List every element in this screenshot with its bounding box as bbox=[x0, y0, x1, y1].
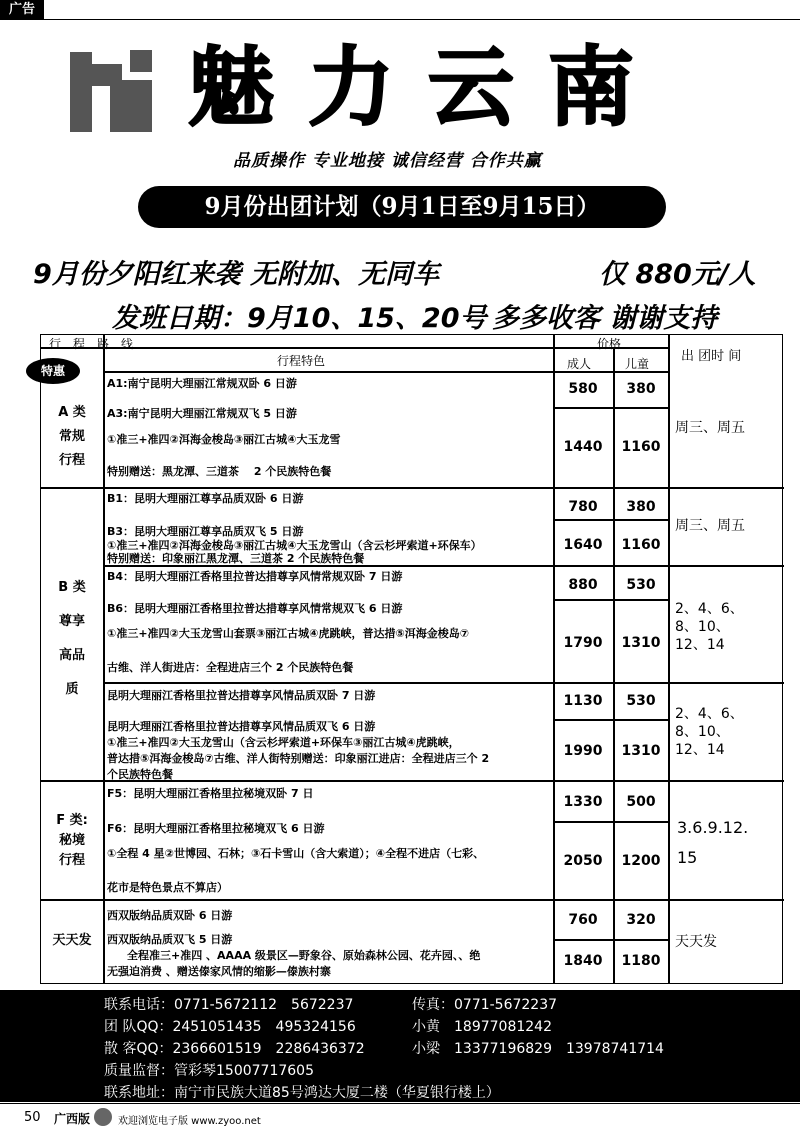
price-b1-adult: 780 bbox=[568, 499, 598, 515]
category-f: F 类: 秘境 行程 bbox=[56, 813, 88, 868]
price-t1-adult: 760 bbox=[568, 912, 598, 928]
contact-team-qq: 团 队QQ：2451051435 495324156 bbox=[104, 1019, 356, 1035]
promo-dates: 发班日期：9月10、15、20号 bbox=[112, 303, 487, 334]
category-b: B 类 尊享 高品 质 bbox=[58, 580, 86, 697]
price-b7-child: 530 bbox=[626, 693, 656, 709]
itinerary-table bbox=[40, 334, 783, 984]
price-f5-adult: 1330 bbox=[563, 794, 603, 810]
promo-thanks: 多多收客 谢谢支持 bbox=[492, 303, 718, 334]
price-b8-child: 1310 bbox=[621, 743, 661, 759]
route-b6-detail: ①准三+准四②大玉龙雪山套票③丽江古城④虎跳峡，普达措⑤洱海金梭岛⑦ bbox=[107, 627, 470, 640]
page-footer bbox=[0, 1106, 800, 1128]
price-b4-child: 530 bbox=[626, 577, 656, 593]
contact-xiaohuang: 小黄 18977081242 bbox=[412, 1019, 552, 1035]
special-offer-badge: 特惠 bbox=[26, 358, 80, 384]
price-a3-adult: 1440 bbox=[563, 439, 603, 455]
route-b4: B4：昆明大理丽江香格里拉普达措尊享风情常规双卧 7 日游 bbox=[107, 570, 403, 583]
departure-b4: 2、4、6、 8、10、 12、14 bbox=[675, 601, 744, 653]
route-f6: F6：昆明大理丽江香格里拉秘境双飞 6 日游 bbox=[107, 822, 325, 835]
header-departure: 出 团时 间 bbox=[681, 349, 742, 364]
category-daily: 天天发 bbox=[52, 933, 92, 948]
price-a3-child: 1160 bbox=[621, 439, 661, 455]
price-f6-child: 1200 bbox=[621, 853, 661, 869]
route-a-gift: 特别赠送：黑龙潭、三道茶 2 个民族特色餐 bbox=[107, 465, 332, 478]
route-b6: B6：昆明大理丽江香格里拉普达措尊享风情常规双飞 6 日游 bbox=[107, 602, 403, 615]
promo-line-2 bbox=[112, 296, 718, 335]
route-b8-detail-2: 普达措⑤洱海金梭岛⑦古维、洋人街特别赠送：印象丽江进店：全程进店三个 2 bbox=[107, 752, 490, 765]
contact-supervisor: 质量监督：管彩琴15007717605 bbox=[104, 1063, 314, 1079]
departure-f: 3.6.9.12. 15 bbox=[677, 818, 749, 867]
price-f6-adult: 2050 bbox=[563, 853, 603, 869]
departure-b1: 周三、周五 bbox=[675, 518, 745, 534]
contact-address: 联系地址：南宁市民族大道85号鸿达大厦二楼（华夏银行楼上） bbox=[104, 1085, 500, 1101]
price-t1-child: 320 bbox=[626, 912, 656, 928]
brand-slogan: 品质操作 专业地接 诚信经营 合作共赢 bbox=[233, 151, 542, 171]
price-t2-child: 1180 bbox=[621, 953, 661, 969]
route-b8-detail-1: ①准三+准四②大玉龙雪山（含云杉坪索道+环保车③丽江古城④虎跳峡， bbox=[107, 736, 460, 749]
departure-a: 周三、周五 bbox=[675, 420, 745, 436]
edition-logo-icon bbox=[94, 1108, 112, 1126]
category-a: A 类 常规 行程 bbox=[58, 405, 86, 468]
price-b4-adult: 880 bbox=[568, 577, 598, 593]
price-b6-adult: 1790 bbox=[563, 635, 603, 651]
header-route: 行 程 路 线 bbox=[49, 337, 134, 351]
top-rule bbox=[44, 19, 800, 20]
route-b8: 昆明大理丽江香格里拉普达措尊享风情品质双飞 6 日游 bbox=[107, 720, 376, 733]
price-b8-adult: 1990 bbox=[563, 743, 603, 759]
price-f5-child: 500 bbox=[626, 794, 656, 810]
price-b1-child: 380 bbox=[626, 499, 656, 515]
website-link[interactable]: 欢迎浏览电子版 www.zyoo.net bbox=[118, 1116, 261, 1127]
price-t2-adult: 1840 bbox=[563, 953, 603, 969]
route-a1: A1:南宁昆明大理丽江常规双卧 6 日游 bbox=[107, 377, 297, 390]
ad-tag: 广告 bbox=[0, 0, 44, 20]
route-b-gift: 特别赠送：印象丽江黑龙潭、三道茶 2 个民族特色餐 bbox=[107, 552, 365, 565]
header-feature: 行程特色 bbox=[277, 354, 326, 368]
contact-fax: 传真：0771-5672237 bbox=[412, 997, 558, 1013]
route-b8-detail-3: 个民族特色餐 bbox=[107, 768, 173, 781]
plan-banner: 9月份出团计划（9月1日至9月15日） bbox=[138, 186, 666, 228]
contact-footer bbox=[0, 990, 800, 1102]
logo-icon bbox=[70, 50, 152, 134]
route-b1: B1：昆明大理丽江尊享品质双卧 6 日游 bbox=[107, 492, 304, 505]
contact-xiaoliang: 小梁 13377196829 13978741714 bbox=[412, 1041, 664, 1057]
price-b6-child: 1310 bbox=[621, 635, 661, 651]
promo-line-1 bbox=[33, 252, 756, 291]
contact-retail-qq: 散 客QQ：2366601519 2286436372 bbox=[104, 1041, 365, 1057]
route-b7: 昆明大理丽江香格里拉普达措尊享风情品质双卧 7 日游 bbox=[107, 689, 376, 702]
price-b3-child: 1160 bbox=[621, 537, 661, 553]
header-child: 儿童 bbox=[625, 357, 650, 371]
route-f-note: 花市是特色景点不算店） bbox=[107, 881, 228, 894]
bottom-rule bbox=[0, 1103, 800, 1104]
header-adult: 成人 bbox=[567, 357, 592, 371]
header-price: 价格 bbox=[597, 337, 622, 351]
route-a-detail: ①准三+准四②洱海金梭岛③丽江古城④大玉龙雪 bbox=[107, 433, 341, 446]
route-t-note: 无强迫消费 、赠送傣家风情的缩影—傣族村寨 bbox=[107, 965, 331, 978]
route-f5: F5：昆明大理丽江香格里拉秘境双卧 7 日 bbox=[107, 787, 314, 800]
route-a3: A3:南宁昆明大理丽江常规双飞 5 日游 bbox=[107, 407, 297, 420]
route-t2: 西双版纳品质双飞 5 日游 bbox=[107, 933, 233, 946]
price-a1-child: 380 bbox=[626, 381, 656, 397]
route-b6-shop: 古维、洋人街进店：全程进店三个 2 个民族特色餐 bbox=[107, 661, 354, 674]
promo-price: 仅 880元/人 bbox=[599, 259, 756, 290]
page-number: 50 bbox=[24, 1110, 41, 1125]
price-b7-adult: 1130 bbox=[563, 693, 603, 709]
route-t-detail: 全程准三+准四 、AAAA 级景区—野象谷、原始森林公园、花卉园、、绝 bbox=[127, 949, 481, 962]
price-b3-adult: 1640 bbox=[563, 537, 603, 553]
route-f-detail: ①全程 4 星②世博园、石林；③石卡雪山（含大索道）；④全程不进店（七彩、 bbox=[107, 847, 485, 860]
brand-title: 魅力云南 bbox=[188, 38, 668, 138]
route-t1: 西双版纳品质双卧 6 日游 bbox=[107, 909, 233, 922]
departure-daily: 天天发 bbox=[675, 934, 717, 950]
route-b-detail: ①准三+准四②洱海金梭岛③丽江古城④大玉龙雪山（含云杉坪索道+环保车） bbox=[107, 539, 482, 552]
price-a1-adult: 580 bbox=[568, 381, 598, 397]
departure-b7: 2、4、6、 8、10、 12、14 bbox=[675, 706, 744, 758]
edition-label: 广西版 bbox=[54, 1112, 91, 1126]
contact-phone: 联系电话：0771-5672112 5672237 bbox=[104, 997, 354, 1013]
route-b3: B3：昆明大理丽江尊享品质双飞 5 日游 bbox=[107, 525, 304, 538]
promo-headline: 9月份夕阳红来袭 无附加、无同车 bbox=[33, 259, 440, 290]
